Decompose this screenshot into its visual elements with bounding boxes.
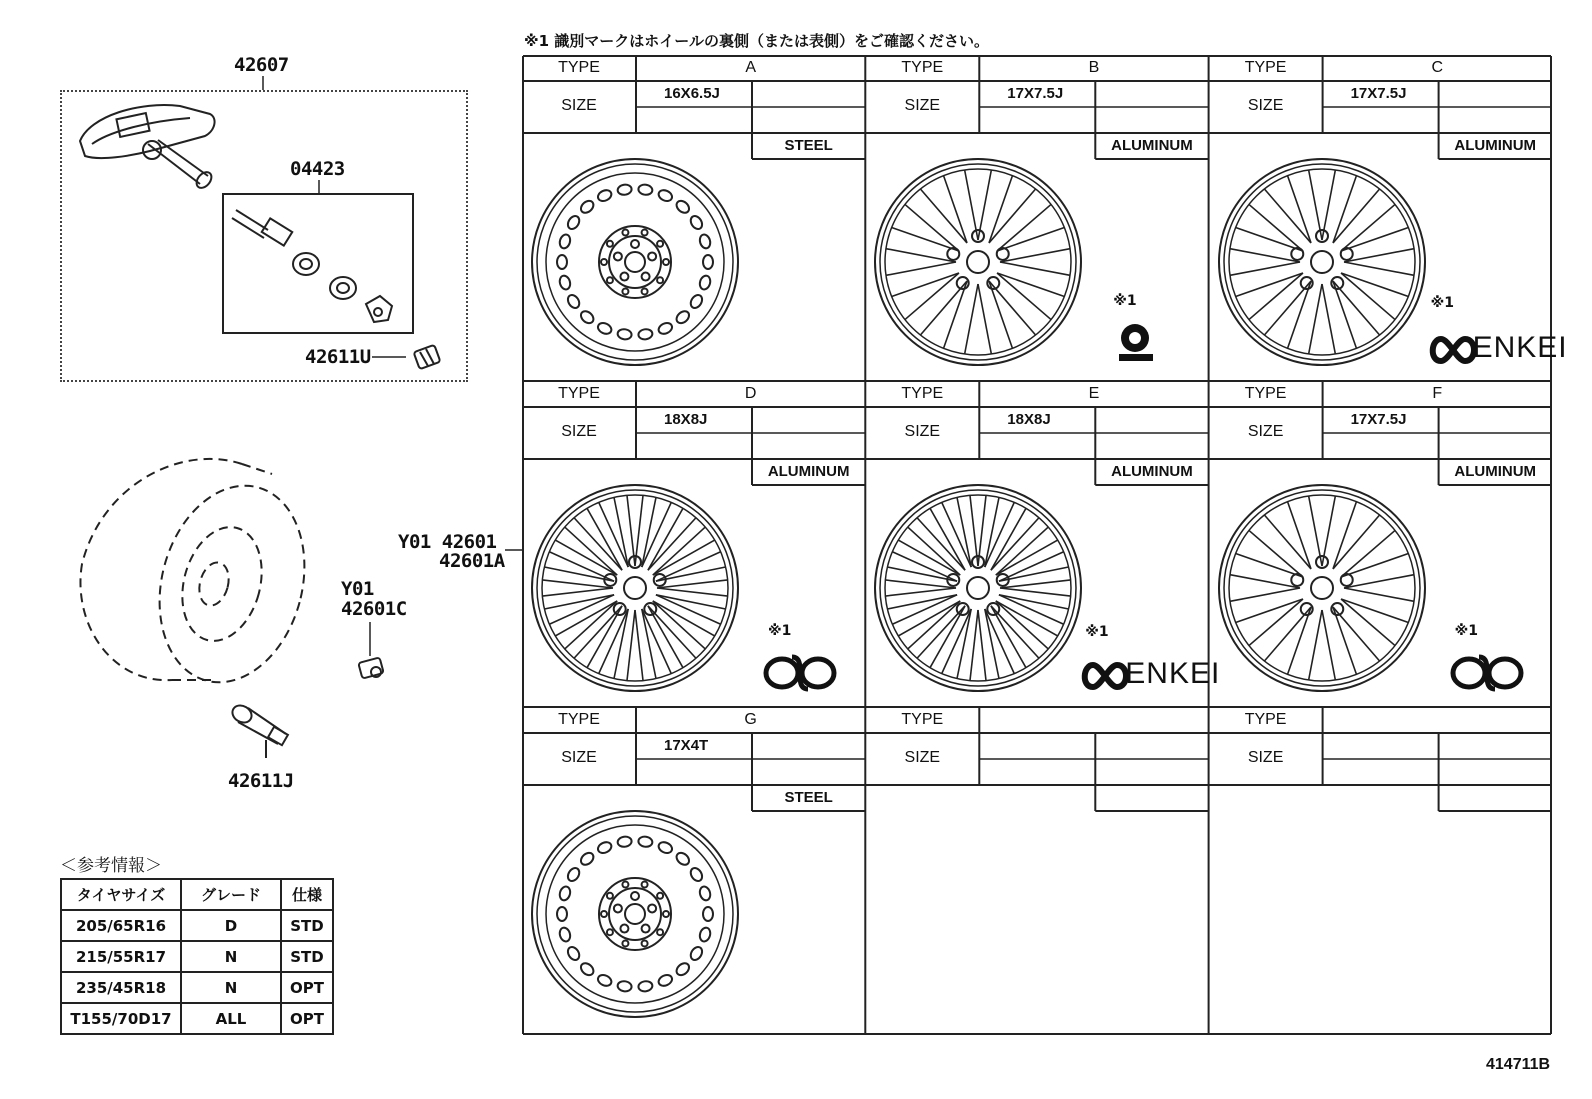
alloy-wheel-icon xyxy=(862,146,1094,378)
enkei-logo-text: ENKEI xyxy=(1125,657,1221,690)
valve-stem-icon xyxy=(226,700,296,760)
cap-top-icon xyxy=(372,344,452,374)
type-label: TYPE xyxy=(1244,385,1287,402)
size-label: SIZE xyxy=(1247,749,1284,766)
steel-wheel-icon xyxy=(519,798,751,1030)
size-value: 18X8J xyxy=(1007,411,1051,428)
cell-tire-size: T155/70D17 xyxy=(61,1003,181,1034)
identification-note: ※1 識別マークはホイールの裏側（または表側）をご確認ください。 xyxy=(524,32,989,50)
alloy-wheel-icon xyxy=(862,472,1094,704)
material-label: ALUMINUM xyxy=(1454,463,1537,480)
enkei-logo-text: ENKEI xyxy=(1472,331,1568,364)
footer-code: 414711B xyxy=(1486,1056,1551,1073)
type-label: TYPE xyxy=(901,59,944,76)
identification-mark-label: ※1 xyxy=(1085,624,1109,640)
material-label: ALUMINUM xyxy=(767,463,850,480)
part-number-cap-top[interactable]: 42611U xyxy=(305,346,371,368)
reference-row xyxy=(61,941,333,972)
cell-grade: N xyxy=(181,941,281,972)
identification-mark-label: ※1 xyxy=(1430,295,1454,311)
steel-wheel-icon xyxy=(519,146,751,378)
type-label: TYPE xyxy=(1244,711,1287,728)
type-label: TYPE xyxy=(558,59,600,76)
brand-mark-icon xyxy=(1115,323,1159,363)
material-label: ALUMINUM xyxy=(1111,137,1193,154)
part-number-wheel-2[interactable]: 42601A xyxy=(439,550,505,572)
alloy-wheel-icon xyxy=(519,472,751,704)
reference-title: ＜参考情報＞ xyxy=(60,856,162,876)
size-value: 17X7.5J xyxy=(1350,85,1407,102)
type-value: D xyxy=(744,385,757,402)
size-label: SIZE xyxy=(561,423,597,440)
type-value: F xyxy=(1432,385,1443,402)
brand-mark-icon xyxy=(1449,653,1529,693)
material-label: STEEL xyxy=(784,137,833,154)
enkei-logo-icon xyxy=(1427,335,1479,365)
material-label: ALUMINUM xyxy=(1111,463,1193,480)
tire-icon xyxy=(72,444,312,694)
header-spec: 仕様 xyxy=(281,879,333,910)
cell-tire-size: 235/45R18 xyxy=(61,972,181,1003)
size-label: SIZE xyxy=(561,97,597,114)
header-tire-size: タイヤサイズ xyxy=(61,879,181,910)
header-grade: グレード xyxy=(181,879,281,910)
alloy-wheel-icon xyxy=(1206,472,1438,704)
part-number-hub-2[interactable]: 42601C xyxy=(341,598,407,620)
reference-row xyxy=(61,1003,333,1034)
size-label: SIZE xyxy=(1247,423,1284,440)
size-label: SIZE xyxy=(904,749,941,766)
type-label: TYPE xyxy=(1244,59,1287,76)
size-label: SIZE xyxy=(904,97,941,114)
cell-spec: OPT xyxy=(281,972,333,1003)
size-value: 18X8J xyxy=(664,411,708,428)
cell-tire-size: 205/65R16 xyxy=(61,910,181,941)
type-label: TYPE xyxy=(558,711,600,728)
identification-mark-label: ※1 xyxy=(768,623,792,639)
tpms-sensor-icon xyxy=(70,96,230,206)
material-label: ALUMINUM xyxy=(1454,137,1537,154)
identification-mark-label: ※1 xyxy=(1454,623,1478,639)
cell-spec: STD xyxy=(281,910,333,941)
alloy-wheel-icon xyxy=(1206,146,1438,378)
type-value: C xyxy=(1431,59,1444,76)
part-number-wheel-1[interactable]: Y01 42601 xyxy=(398,531,497,553)
reference-table xyxy=(60,878,334,1035)
type-value: E xyxy=(1088,385,1100,402)
valve-kit-icon xyxy=(228,200,408,325)
type-label: TYPE xyxy=(901,711,944,728)
size-value: 17X4T xyxy=(664,737,709,754)
size-label: SIZE xyxy=(561,749,597,766)
reference-header-row xyxy=(61,879,333,910)
cell-spec: STD xyxy=(281,941,333,972)
size-label: SIZE xyxy=(904,423,941,440)
identification-mark-label: ※1 xyxy=(1113,293,1137,309)
hub-cap-icon xyxy=(352,620,392,690)
size-value: 16X6.5J xyxy=(664,85,720,102)
size-value: 17X7.5J xyxy=(1007,85,1064,102)
brand-mark-icon xyxy=(762,653,842,693)
cell-grade: N xyxy=(181,972,281,1003)
part-number-valve-bottom[interactable]: 42611J xyxy=(228,770,294,792)
type-label: TYPE xyxy=(558,385,600,402)
size-value: 17X7.5J xyxy=(1350,411,1407,428)
wheel-type-grid xyxy=(522,55,1568,1035)
material-label: STEEL xyxy=(784,789,833,806)
type-value: B xyxy=(1088,59,1100,76)
reference-row xyxy=(61,972,333,1003)
cell-grade: D xyxy=(181,910,281,941)
type-value: G xyxy=(744,711,757,728)
part-number-hub-1[interactable]: Y01 xyxy=(341,578,374,600)
part-number-sensor[interactable]: 42607 xyxy=(234,54,289,76)
type-label: TYPE xyxy=(901,385,944,402)
enkei-logo-icon xyxy=(1079,661,1131,691)
cell-spec: OPT xyxy=(281,1003,333,1034)
part-number-valve-kit[interactable]: 04423 xyxy=(290,158,345,180)
type-value: A xyxy=(745,59,756,76)
cell-grade: ALL xyxy=(181,1003,281,1034)
cell-tire-size: 215/55R17 xyxy=(61,941,181,972)
reference-row xyxy=(61,910,333,941)
size-label: SIZE xyxy=(1247,97,1284,114)
